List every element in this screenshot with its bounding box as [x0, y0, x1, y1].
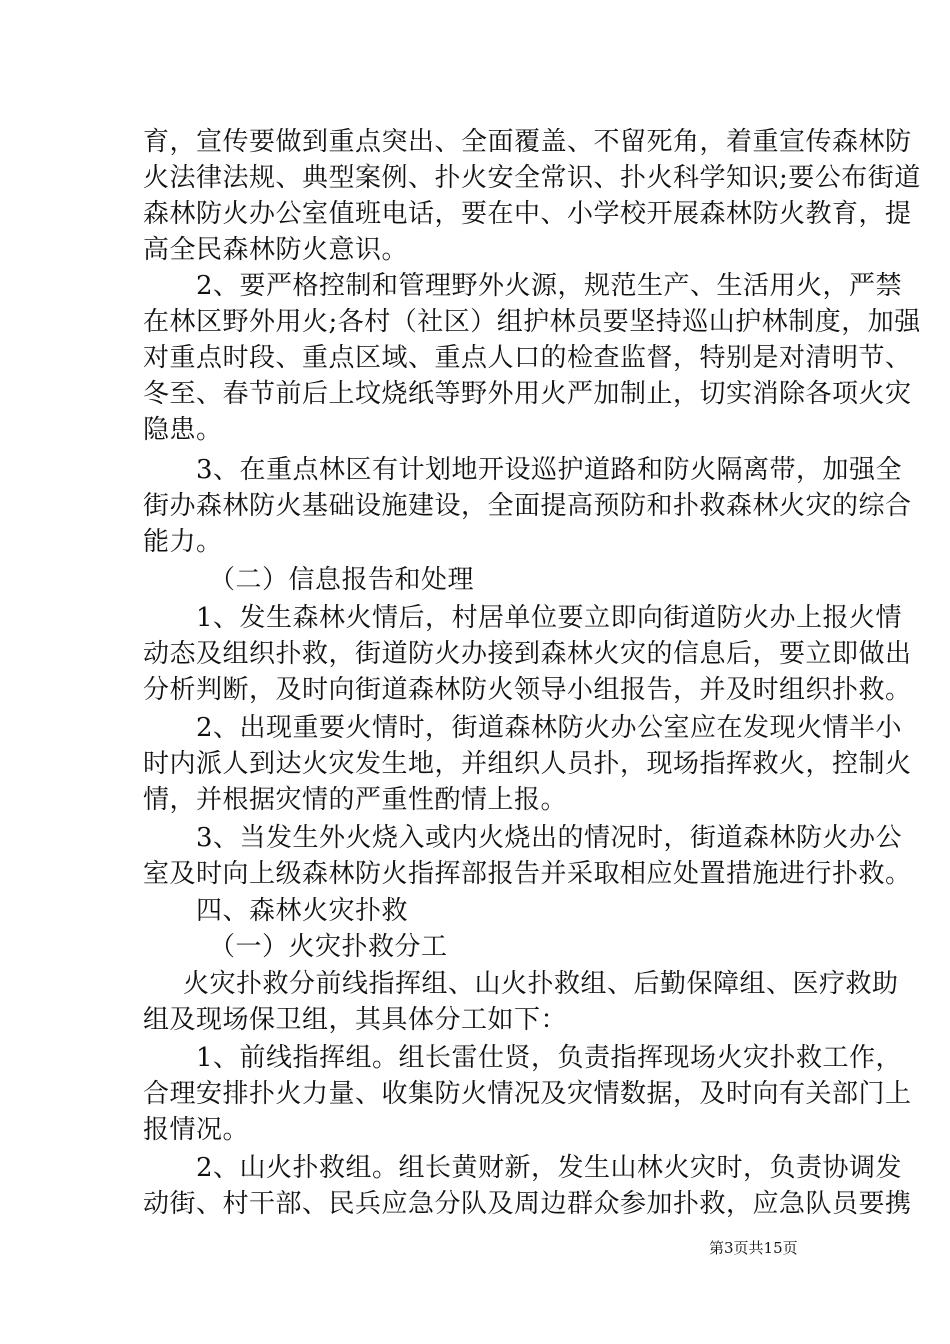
- text-line: 动街、村干部、民兵应急分队及周边群众参加扑救，应急队员要携: [143, 1189, 912, 1219]
- text-line: 时内派人到达火灾发生地，并组织人员扑，现场指挥救火，控制火: [143, 749, 912, 779]
- text-line: 3、在重点林区有计划地开设巡护道路和防火隔离带，加强全: [196, 455, 903, 485]
- text-line: 高全民森林防火意识。: [143, 235, 409, 265]
- text-line: 2、山火扑救组。组长黄财新，发生山林火灾时，负责协调发: [196, 1153, 903, 1183]
- text-line: 动态及组织扑救，街道防火办接到森林火灾的信息后，要立即做出: [143, 639, 912, 669]
- text-line: 2、要严格控制和管理野外火源，规范生产、生活用火，严禁: [196, 271, 903, 301]
- section-heading: （二）信息报告和处理: [209, 565, 475, 595]
- text-line: 报情况。: [143, 1115, 250, 1145]
- text-line: 冬至、春节前后上坟烧纸等野外用火严加制止，切实消除各项火灾: [143, 379, 912, 409]
- text-line: 2、出现重要火情时，街道森林防火办公室应在发现火情半小: [196, 713, 903, 743]
- text-line: 火法律法规、典型案例、扑火安全常识、扑火科学知识;要公布街道: [143, 163, 921, 193]
- text-line: 街办森林防火基础设施建设，全面提高预防和扑救森林火灾的综合: [143, 491, 912, 521]
- text-line: 情，并根据灾情的严重性酌情上报。: [143, 785, 568, 815]
- text-line: 火灾扑救分前线指挥组、山火扑救组、后勤保障组、医疗救助: [183, 969, 899, 999]
- text-line: 合理安排扑火力量、收集防火情况及灾情数据，及时向有关部门上: [143, 1079, 912, 1109]
- text-line: 1、前线指挥组。组长雷仕贤，负责指挥现场火灾扑救工作，: [196, 1043, 903, 1073]
- section-heading: （一）火灾扑救分工: [209, 932, 448, 962]
- text-line: 1、发生森林火情后，村居单位要立即向街道防火办上报火情: [196, 603, 903, 633]
- text-line: 能力。: [143, 527, 223, 557]
- text-line: 隐患。: [143, 415, 223, 445]
- text-line: 组及现场保卫组，其具体分工如下：: [143, 1005, 568, 1035]
- text-line: 森林防火办公室值班电话，要在中、小学校开展森林防火教育，提: [143, 199, 912, 229]
- page-number: 第3页共15页: [709, 1239, 798, 1257]
- text-line: 室及时向上级森林防火指挥部报告并采取相应处置措施进行扑救。: [143, 859, 912, 889]
- text-line: 对重点时段、重点区域、重点人口的检查监督，特别是对清明节、: [143, 343, 912, 373]
- text-line: 3、当发生外火烧入或内火烧出的情况时，街道森林防火办公: [196, 823, 903, 853]
- section-heading: 四、森林火灾扑救: [196, 896, 409, 926]
- text-line: 分析判断，及时向街道森林防火领导小组报告，并及时组织扑救。: [143, 675, 912, 705]
- text-line: 在林区野外用火;各村（社区）组护林员要坚持巡山护林制度，加强: [143, 307, 921, 337]
- text-line: 育，宣传要做到重点突出、全面覆盖、不留死角，着重宣传森林防: [143, 127, 912, 157]
